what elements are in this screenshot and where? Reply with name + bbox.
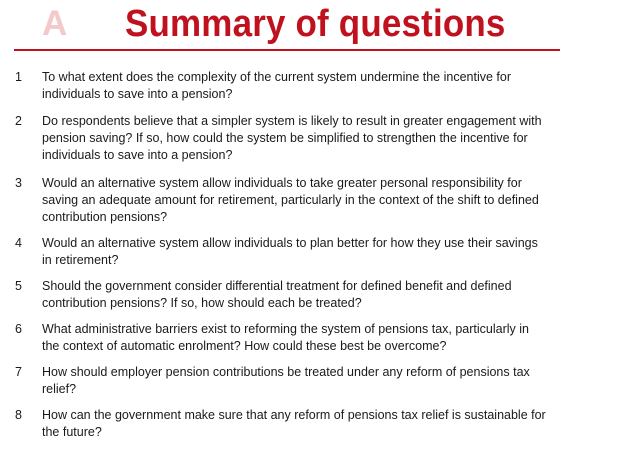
question-line: pension saving? If so, how could the system be simplified to strengthen the incentive for	[42, 131, 528, 145]
section-letter: A	[42, 4, 68, 43]
question-text	[42, 113, 582, 164]
question-line: How should employer pension contributions be treated under any reform of pensions tax	[42, 365, 530, 379]
question-line: saving an adequate amount for retirement, particularly in the context of the shift to defined	[42, 193, 539, 207]
question-text	[42, 407, 582, 441]
question-number: 7	[15, 365, 22, 379]
question-line: in retirement?	[42, 253, 119, 267]
question-number: 8	[15, 408, 22, 422]
question-line: How can the government make sure that any reform of pensions tax relief is sustainable for	[42, 408, 546, 422]
question-line: Should the government consider differential treatment for defined benefit and defined	[42, 279, 512, 293]
question-line: the context of automatic enrolment? How could these best be overcome?	[42, 339, 447, 353]
question-line: the future?	[42, 425, 102, 439]
question-line: contribution pensions? If so, how should each be treated?	[42, 296, 362, 310]
question-number: 6	[15, 322, 22, 336]
question-number: 2	[15, 114, 22, 128]
question-text	[42, 364, 582, 398]
question-text	[42, 278, 582, 312]
question-number: 1	[15, 70, 22, 84]
question-line: Do respondents believe that a simpler system is likely to result in greater engagement with	[42, 114, 542, 128]
question-line: Would an alternative system allow individuals to take greater personal responsibility for	[42, 176, 522, 190]
question-text	[42, 235, 582, 269]
question-line: Would an alternative system allow individuals to plan better for how they use their savings	[42, 236, 538, 250]
question-line: individuals to save into a pension?	[42, 148, 233, 162]
title-underline-divider	[14, 49, 560, 51]
question-text	[42, 321, 582, 355]
question-line: individuals to save into a pension?	[42, 87, 233, 101]
page-header	[0, 0, 618, 54]
question-text	[42, 175, 582, 226]
question-number: 3	[15, 176, 22, 190]
question-number: 5	[15, 279, 22, 293]
question-line: To what extent does the complexity of the current system undermine the incentive for	[42, 70, 511, 84]
question-line: What administrative barriers exist to reforming the system of pensions tax, particularly in	[42, 322, 529, 336]
page-title: Summary of questions	[125, 3, 506, 45]
question-line: relief?	[42, 382, 77, 396]
question-text	[42, 69, 582, 103]
question-number: 4	[15, 236, 22, 250]
question-line: contribution pensions?	[42, 210, 168, 224]
